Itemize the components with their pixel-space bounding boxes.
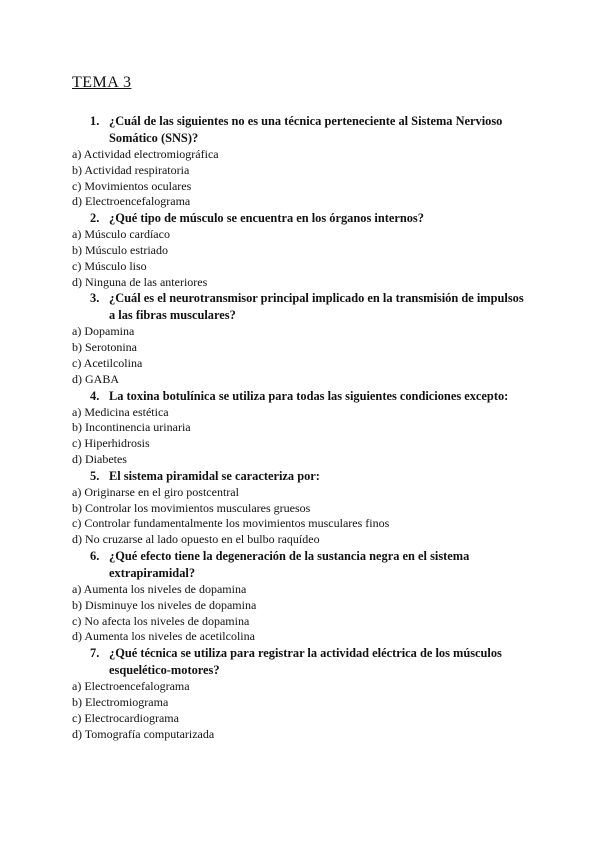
question-number: 2. bbox=[90, 211, 100, 226]
option-c: c) Controlar fundamentalmente los movimientos musculares finos bbox=[72, 516, 390, 531]
question-text: La toxina botulínica se utiliza para todas las siguientes condiciones excepto: bbox=[109, 388, 509, 403]
options-list bbox=[72, 147, 532, 210]
option-d: d) No cruzarse al lado opuesto en el bulbo raquídeo bbox=[72, 532, 320, 547]
question-number: 1. bbox=[90, 114, 100, 128]
question-3 bbox=[72, 290, 532, 324]
question-number: 5. bbox=[90, 468, 100, 483]
question-text: ¿Qué técnica se utiliza para registrar la actividad eléctrica de los músculos esquelético-motores? bbox=[109, 646, 502, 678]
option-d: d) GABA bbox=[72, 371, 119, 386]
question-2 bbox=[72, 210, 532, 227]
question-6 bbox=[72, 548, 532, 582]
question-text: ¿Qué efecto tiene la degeneración de la sustancia negra en el sistema extrapiramidal? bbox=[109, 548, 470, 580]
option-b: b) Músculo estriado bbox=[72, 242, 168, 257]
options-list bbox=[72, 679, 532, 742]
option-d: d) Diabetes bbox=[72, 451, 127, 466]
question-text: ¿Cuál de las siguientes no es una técnica perteneciente al Sistema Nervioso Somático (SNS)? bbox=[109, 114, 503, 145]
option-d: d) Ninguna de las anteriores bbox=[72, 274, 208, 289]
question-block-6 bbox=[72, 548, 532, 645]
option-b: b) Disminuye los niveles de dopamina bbox=[72, 597, 257, 612]
question-block-1 bbox=[72, 113, 532, 210]
option-a: a) Dopamina bbox=[72, 324, 135, 339]
option-d: d) Electroencefalograma bbox=[72, 194, 191, 209]
option-c: c) Acetilcolina bbox=[72, 355, 143, 370]
question-7 bbox=[72, 645, 532, 679]
option-a: a) Actividad electromiográfica bbox=[72, 147, 219, 161]
question-number: 7. bbox=[90, 646, 100, 661]
question-5 bbox=[72, 468, 532, 485]
option-b: b) Electromiograma bbox=[72, 694, 169, 709]
option-b: b) Incontinencia urinaria bbox=[72, 420, 191, 435]
option-b: b) Serotonina bbox=[72, 340, 137, 355]
question-text: El sistema piramidal se caracteriza por: bbox=[109, 468, 320, 483]
question-number: 4. bbox=[90, 388, 100, 403]
option-c: c) Hiperhidrosis bbox=[72, 436, 150, 451]
option-a: a) Músculo cardíaco bbox=[72, 227, 170, 242]
option-c: c) Electrocardiograma bbox=[72, 710, 179, 725]
option-b: b) Actividad respiratoria bbox=[72, 162, 190, 177]
question-1 bbox=[72, 113, 532, 147]
question-4 bbox=[72, 388, 532, 405]
question-text: ¿Cuál es el neurotransmisor principal implicado en la transmisión de impulsos a las fibras musculares? bbox=[109, 291, 524, 323]
option-a: a) Originarse en el giro postcentral bbox=[72, 484, 239, 499]
question-block-7 bbox=[72, 645, 532, 742]
option-b: b) Controlar los movimientos musculares gruesos bbox=[72, 500, 311, 515]
question-block-2 bbox=[72, 210, 532, 290]
question-number: 3. bbox=[90, 291, 100, 306]
options-list bbox=[72, 485, 532, 548]
page-title: TEMA 3 bbox=[72, 74, 132, 91]
question-list bbox=[72, 113, 532, 742]
option-c: c) No afecta los niveles de dopamina bbox=[72, 613, 250, 628]
question-number: 6. bbox=[90, 548, 100, 563]
options-list bbox=[72, 405, 532, 468]
question-block-3 bbox=[72, 290, 532, 387]
question-block-4 bbox=[72, 388, 532, 468]
question-text: ¿Qué tipo de músculo se encuentra en los órganos internos? bbox=[109, 211, 424, 226]
options-list bbox=[72, 227, 532, 290]
question-block-5 bbox=[72, 468, 532, 548]
option-a: a) Aumenta los niveles de dopamina bbox=[72, 581, 247, 596]
options-list bbox=[72, 324, 532, 387]
option-a: a) Electroencefalograma bbox=[72, 679, 190, 694]
option-c: c) Movimientos oculares bbox=[72, 178, 192, 193]
options-list bbox=[72, 582, 532, 645]
option-c: c) Músculo liso bbox=[72, 258, 147, 273]
option-a: a) Medicina estética bbox=[72, 404, 169, 419]
option-d: d) Aumenta los niveles de acetilcolina bbox=[72, 629, 255, 644]
option-d: d) Tomografía computarizada bbox=[72, 726, 215, 741]
